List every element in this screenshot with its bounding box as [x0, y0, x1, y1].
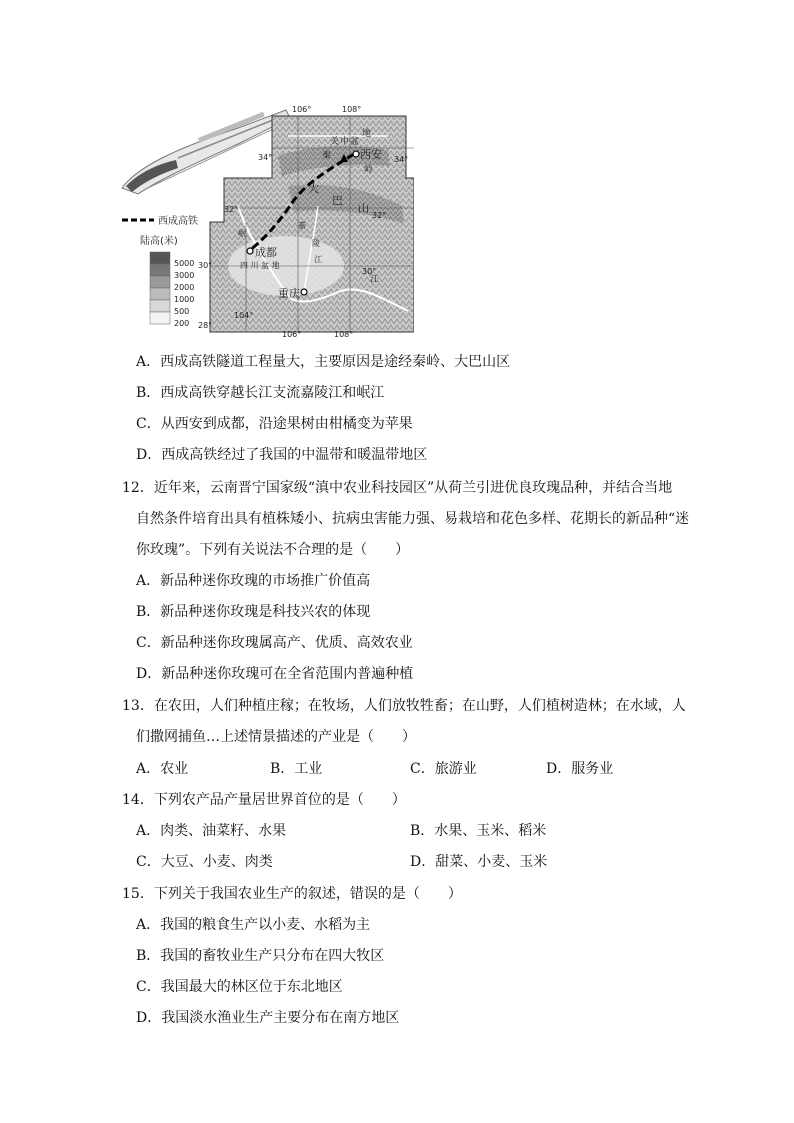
city-chongqing-marker: [301, 289, 307, 295]
q12-option-c: C．新品种迷你玫瑰属高产、优质、高效农业: [136, 635, 413, 651]
lat-right-34: 34°: [394, 155, 409, 164]
q14-option-c: C．大豆、小麦、肉类: [136, 854, 273, 870]
q12-option-d: D．新品种迷你玫瑰可在全省范围内普遍种植: [136, 666, 414, 682]
label-pen: 盆: [350, 137, 360, 147]
city-chengdu-marker: [247, 248, 253, 254]
label-sichuan-basin: 四 川 盆 地: [240, 261, 280, 270]
label-ba: 巴: [332, 194, 343, 207]
label-jiang2: 江: [314, 255, 322, 264]
label-di: 地: [362, 129, 372, 139]
label-qin: 秦: [322, 151, 332, 161]
lat-right-30: 30°: [362, 267, 377, 276]
map-legend: [122, 214, 198, 328]
q11-option-c: C．从西安到成都，沿途果树由柑橘变为苹果: [136, 416, 413, 432]
label-ling: 岭: [364, 165, 374, 175]
q12-option-b: B．新品种迷你玫瑰是科技兴农的体现: [136, 604, 371, 620]
q11-option-a: A．西成高铁隧道工程量大，主要原因是途经秦岭、大巴山区: [136, 354, 511, 370]
lon-bottom-108: 108°: [334, 330, 354, 339]
legend-level-3000: 3000: [174, 271, 195, 280]
q14-option-a: A．肉类、油菜籽、水果: [136, 823, 287, 839]
lat-left-28: 28°: [198, 321, 213, 330]
q11-option-b: B．西成高铁穿越长江支流嘉陵江和岷江: [136, 385, 385, 401]
lat-left-34: 34°: [258, 153, 273, 162]
lat-right-32: 32°: [372, 211, 387, 220]
label-chongqing: 重庆: [278, 287, 300, 300]
legend-level-200: 200: [174, 319, 190, 328]
q12-stem-line2: 自然条件培育出具有植株矮小、抗病虫害能力强、易栽培和花色多样、花期长的新品种“迷: [136, 511, 690, 527]
label-min: 岷: [238, 229, 246, 238]
q11-option-d: D．西成高铁经过了我国的中温带和暖温带地区: [136, 447, 428, 463]
label-xian: 西安: [360, 148, 382, 161]
label-guan: 关: [330, 137, 340, 147]
legend-level-500: 500: [174, 307, 190, 316]
legend-level-1000: 1000: [174, 295, 195, 304]
label-chengdu: 成都: [255, 246, 277, 259]
q14-option-d: D．甜菜、小麦、玉米: [410, 854, 548, 870]
lon-top-106: 106°: [292, 105, 312, 114]
q15-option-b: B．我国的畜牧业生产只分布在四大牧区: [136, 948, 385, 964]
q15-option-c: C．我国最大的林区位于东北地区: [136, 979, 343, 995]
legend-railway-label: 西成高铁: [158, 216, 198, 227]
legend-level-5000: 5000: [174, 259, 195, 268]
q15-option-a: A．我国的粮食生产以小麦、水稻为主: [136, 917, 371, 933]
q12-stem-line1: 12．近年来，云南晋宁国家级“滇中农业科技园区”从荷兰引进优良玫瑰品种，并结合当地: [122, 480, 673, 496]
q12-stem-line3: 你玫瑰”。下列有关说法不合理的是（ ）: [136, 542, 410, 558]
map-area: [210, 116, 414, 332]
q15-option-d: D．我国淡水渔业生产主要分布在南方地区: [136, 1010, 400, 1026]
q13-stem-line2: 们撒网捕鱼…上述情景描述的产业是（ ）: [136, 729, 416, 745]
lon-bottom-106: 106°: [282, 330, 302, 339]
city-xian-marker: [353, 151, 359, 157]
q13-option-b: B．工业: [270, 761, 323, 777]
q12-option-a: A．新品种迷你玫瑰的市场推广价值高: [136, 573, 371, 589]
label-zhong: 中: [340, 137, 350, 147]
q15-stem: 15．下列关于我国农业生产的叙述，错误的是（ ）: [122, 886, 462, 902]
lat-left-30: 30°: [198, 261, 213, 270]
label-jiang: 江: [370, 275, 380, 285]
q13-option-c: C．旅游业: [410, 761, 477, 777]
lat-left-32: 32°: [224, 205, 239, 214]
label-ling2: 陵: [312, 239, 320, 248]
lon-bottom-104: 104°: [234, 311, 254, 320]
legend-level-2000: 2000: [174, 283, 195, 292]
q13-option-d: D．服务业: [546, 761, 614, 777]
q13-stem-line1: 13．在农田，人们种植庄稼；在牧场，人们放牧牲畜；在山野，人们植树造林；在水域，人: [122, 698, 686, 714]
railway-map-figure: [118, 96, 414, 340]
label-shan: 山: [358, 202, 369, 215]
legend-elevation-title: 陆高(米): [140, 236, 178, 247]
q14-option-b: B．水果、玉米、稻米: [410, 823, 547, 839]
map-svg: [118, 96, 414, 340]
lon-top-108: 108°: [342, 105, 362, 114]
q14-stem: 14．下列农产品产量居世界首位的是（ ）: [122, 792, 406, 808]
q13-option-a: A．农业: [136, 761, 189, 777]
label-jia: 嘉: [298, 221, 306, 230]
label-da: 大: [308, 182, 319, 195]
